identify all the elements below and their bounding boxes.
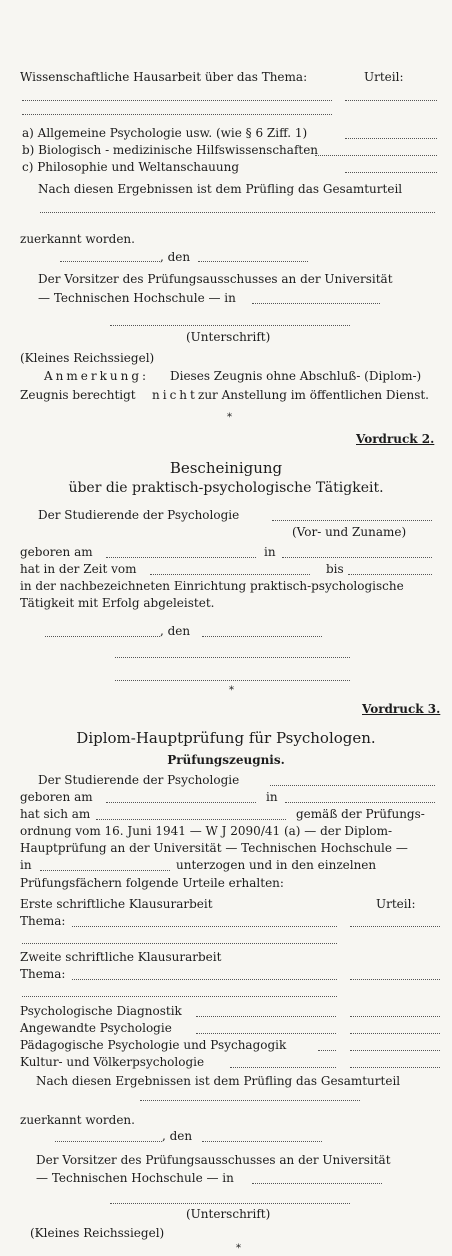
fill-line xyxy=(318,1050,336,1051)
vor-zuname-label: (Vor- und Zuname) xyxy=(292,525,407,539)
subject-item: b) Biologisch - medizinische Hilfswissenschaften xyxy=(22,143,319,157)
fill-line xyxy=(348,574,432,575)
in-label: in xyxy=(20,858,32,872)
fill-line xyxy=(106,802,256,803)
unterschrift-label: (Unterschrift) xyxy=(186,1207,271,1221)
siegel-label: (Kleines Reichssiegel) xyxy=(20,351,155,365)
fill-line xyxy=(350,979,440,980)
vorsitzer-line: Der Vorsitzer des Prüfungsausschusses an der Universität xyxy=(38,272,393,286)
body-text: Prüfungsfächern folgende Urteile erhalten: xyxy=(20,876,284,890)
geboren-label: geboren am xyxy=(20,790,93,804)
fill-line xyxy=(55,1141,162,1142)
in-label: in xyxy=(266,790,278,804)
body-text: unterzogen und in den einzelnen xyxy=(176,858,377,872)
vordruck-label: Vordruck 3. xyxy=(362,702,441,716)
fill-line xyxy=(22,943,337,944)
separator-star: * xyxy=(229,685,234,696)
thema-label: Thema: xyxy=(20,914,66,928)
form-title: Diplom-Hauptprüfung für Psychologen. xyxy=(76,729,376,747)
fill-line xyxy=(350,1050,440,1051)
hochschule-line: — Technischen Hochschule — in xyxy=(36,1171,234,1185)
fill-line xyxy=(140,1100,360,1101)
fill-line xyxy=(106,557,256,558)
vordruck-label: Vordruck 2. xyxy=(356,432,435,446)
fill-line xyxy=(252,303,380,304)
gesamturteil-text: Nach diesen Ergebnissen ist dem Prüfling das Gesamturteil xyxy=(38,182,403,196)
fill-line xyxy=(272,520,432,521)
urteil-label: Urteil: xyxy=(364,70,404,84)
fill-line xyxy=(150,574,310,575)
fill-line xyxy=(282,557,432,558)
vorsitzer-line: Der Vorsitzer des Prüfungsausschusses an der Universität xyxy=(36,1153,391,1167)
fill-line xyxy=(350,1016,440,1017)
fill-line xyxy=(198,261,308,262)
separator-star: * xyxy=(227,412,232,423)
zweite-klausur-label: Zweite schriftliche Klausurarbeit xyxy=(20,950,222,964)
fill-line xyxy=(22,996,337,997)
fill-line xyxy=(345,172,437,173)
body-text: Hauptprüfung an der Universität — Technischen Hochschule — xyxy=(20,841,408,855)
anmerkung-text: Dieses Zeugnis ohne Abschluß- (Diplom-) xyxy=(170,369,422,383)
subject-item: c) Philosophie und Weltanschauung xyxy=(22,160,240,174)
fill-line xyxy=(22,114,332,115)
signature-line xyxy=(115,657,350,658)
thema-label: Wissenschaftliche Hausarbeit über das Thema: xyxy=(20,70,308,84)
subject-item: Psychologische Diagnostik xyxy=(20,1004,182,1018)
fill-line xyxy=(252,1183,382,1184)
fill-line xyxy=(350,1033,440,1034)
form-subtitle: Prüfungszeugnis. xyxy=(167,753,285,767)
body-text: Tätigkeit mit Erfolg abgeleistet. xyxy=(20,596,215,610)
den-label: , den xyxy=(160,250,191,264)
fill-line xyxy=(345,138,437,139)
fill-line xyxy=(72,926,337,927)
siegel-label: (Kleines Reichssiegel) xyxy=(30,1226,165,1240)
fill-line xyxy=(202,636,322,637)
fill-line xyxy=(40,870,170,871)
hat-sich-label: hat sich am xyxy=(20,807,91,821)
thema-label: Thema: xyxy=(20,967,66,981)
hochschule-line: — Technischen Hochschule — in xyxy=(38,291,236,305)
fill-line xyxy=(345,100,437,101)
zuerkannt-text: zuerkannt worden. xyxy=(20,1113,135,1127)
fill-line xyxy=(202,1141,322,1142)
studierende-text: Der Studierende der Psychologie xyxy=(38,508,240,522)
subject-item: Kultur- und Völkerpsychologie xyxy=(20,1055,205,1069)
anmerkung-text: zur Anstellung im öffentlichen Dienst. xyxy=(198,388,429,402)
zeit-label: hat in der Zeit vom xyxy=(20,562,137,576)
fill-line xyxy=(230,1067,336,1068)
fill-line xyxy=(315,155,437,156)
den-label: , den xyxy=(160,624,191,638)
fill-line xyxy=(196,1033,336,1034)
fill-line xyxy=(350,1067,440,1068)
zuerkannt-text: zuerkannt worden. xyxy=(20,232,135,246)
fill-line xyxy=(285,802,435,803)
geboren-label: geboren am xyxy=(20,545,93,559)
unterschrift-label: (Unterschrift) xyxy=(186,330,271,344)
fill-line xyxy=(72,979,337,980)
fill-line xyxy=(96,819,286,820)
anmerkung-label: Anmerkung: xyxy=(44,369,150,383)
body-text: ordnung vom 16. Juni 1941 — W J 2090/41 (a) — der Diplom- xyxy=(20,824,393,838)
subject-item: a) Allgemeine Psychologie usw. (wie § 6 Ziff. 1) xyxy=(22,126,308,140)
den-label: , den xyxy=(162,1129,193,1143)
subject-item: Pädagogische Psychologie und Psychagogik xyxy=(20,1038,287,1052)
erste-klausur-label: Erste schriftliche Klausurarbeit xyxy=(20,897,213,911)
fill-line xyxy=(22,100,332,101)
fill-line xyxy=(60,261,160,262)
anmerkung-text: Zeugnis berechtigt xyxy=(20,388,136,402)
subject-item: Angewandte Psychologie xyxy=(20,1021,172,1035)
urteil-label: Urteil: xyxy=(376,897,416,911)
form-subtitle: über die praktisch-psychologische Tätigkeit. xyxy=(68,480,384,496)
gemaess-text: gemäß der Prüfungs- xyxy=(296,807,425,821)
signature-line xyxy=(110,1203,350,1204)
fill-line xyxy=(40,212,435,213)
in-label: in xyxy=(264,545,276,559)
form-title: Bescheinigung xyxy=(169,459,283,477)
fill-line xyxy=(196,1016,336,1017)
bis-label: bis xyxy=(326,562,344,576)
fill-line xyxy=(45,636,160,637)
body-text: in der nachbezeichneten Einrichtung praktisch-psychologische xyxy=(20,579,404,593)
fill-line xyxy=(270,785,435,786)
separator-star: * xyxy=(236,1243,241,1254)
fill-line xyxy=(350,926,440,927)
signature-line xyxy=(110,325,350,326)
signature-line xyxy=(115,680,350,681)
anmerkung-nicht: nicht xyxy=(152,388,198,402)
studierende-text: Der Studierende der Psychologie xyxy=(38,773,240,787)
gesamturteil-text: Nach diesen Ergebnissen ist dem Prüfling das Gesamturteil xyxy=(36,1074,401,1088)
